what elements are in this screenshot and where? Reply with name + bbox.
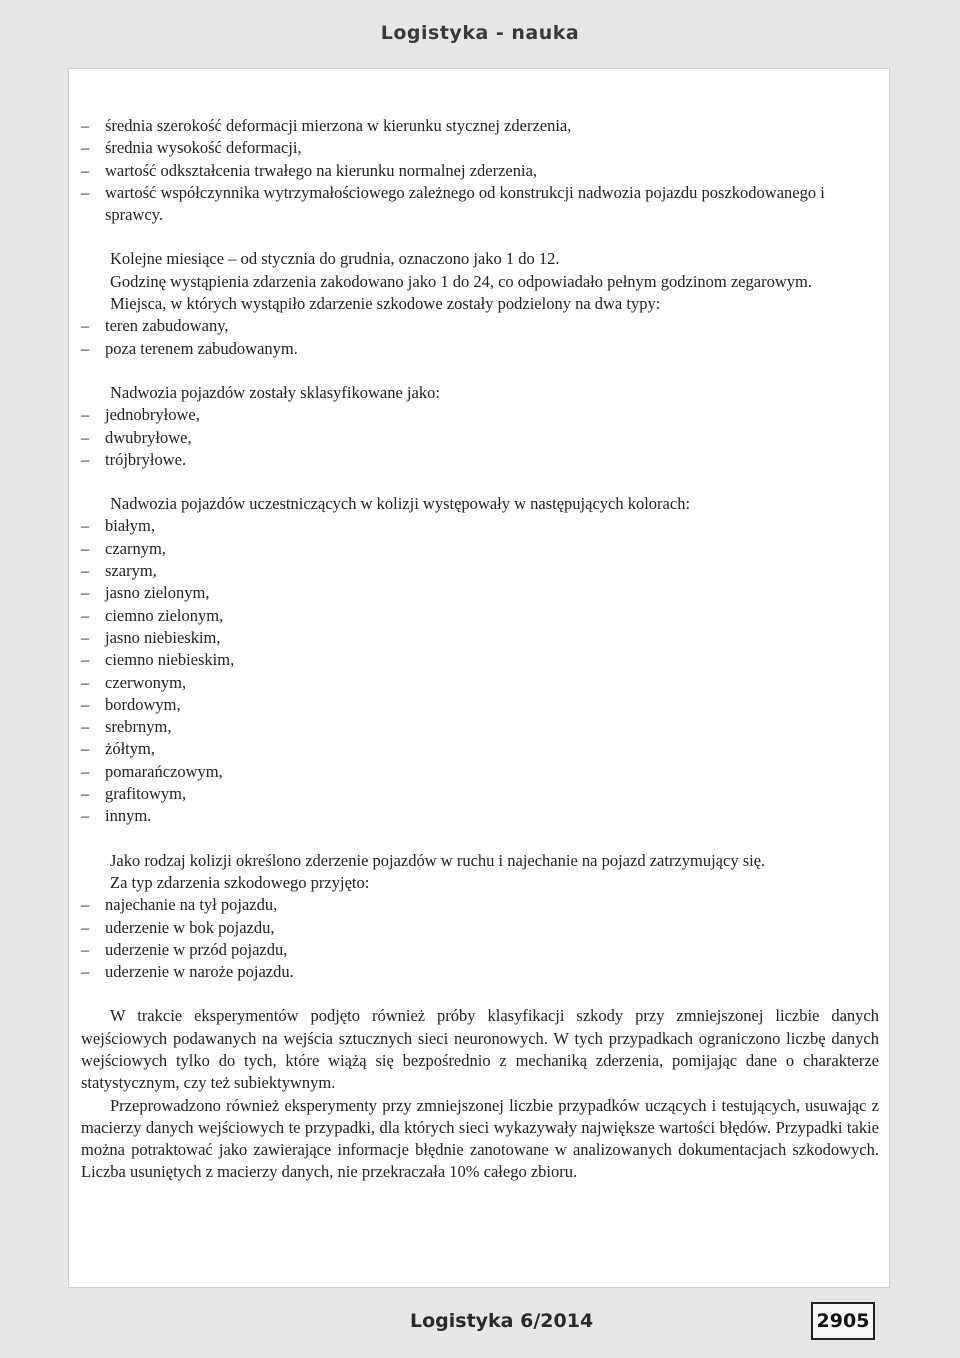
list-item: – wartość współczynnika wytrzymałościowego zależnego od konstrukcji nadwozia pojazdu poszkodowanego i sprawcy. [81,182,879,227]
spacer [81,360,879,382]
list-item: – średnia wysokość deformacji, [81,137,879,159]
paragraph-collision: Jako rodzaj kolizji określono zderzenie pojazdów w ruchu i najechanie na pojazd zatrzymujący się. [110,850,766,870]
list-item: – czerwonym, [81,672,879,694]
list-item: – teren zabudowany, [81,315,879,337]
list-item: – pomarańczowym, [81,761,879,783]
list-item: – uderzenie w naroże pojazdu. [81,961,879,983]
list-item: – średnia szerokość deformacji mierzona w kierunku stycznej zderzenia, [81,115,879,137]
list-item: – najechanie na tył pojazdu, [81,894,879,916]
places-list [81,315,879,360]
list-item: – grafitowym, [81,783,879,805]
paragraph-months: Kolejne miesiące – od stycznia do grudnia, oznaczono jako 1 do 12. [110,249,560,269]
list-item: – ciemno zielonym, [81,605,879,627]
list-item: – uderzenie w przód pojazdu, [81,939,879,961]
event-type-list [81,894,879,983]
running-header: Logistyka - nauka [380,22,580,44]
paragraph-colors: Nadwozia pojazdów uczestniczących w kolizji występowały w następujących kolorach: [110,494,691,514]
list-item: – jasno zielonym, [81,582,879,604]
bodies-list [81,404,879,471]
paragraph-experiments: W trakcie eksperymentów podjęto również próby klasyfikacji szkody przy zmniejszonej liczbie danych wejściowych podawanych na wejścia sztucznych sieci neuronowych. W tych przypadkach ograniczono liczbę danych wejściowych tylko do tych, które wiążą się bezpośrednio z mechaniką zderzenia, pomijając dane o charakterze statystycznym, czy też subiektywnym. [81,1006,879,1093]
list-item: – jednobryłowe, [81,404,879,426]
page-content [81,115,879,1184]
footer-journal-title: Logistyka 6/2014 [410,1310,594,1332]
page-number: 2905 [811,1302,875,1340]
paragraph-conducted: Przeprowadzono również eksperymenty przy zmniejszonej liczbie przypadków uczących i testujących, usuwając z macierzy danych wejściowych te przypadki, dla których sieci wykazywały największe wartości błędów. Przypadki takie można potraktować jako zawierające informacje błędnie zanotowane w analizowanych dokumentacjach szkodowych. Liczba usuniętych z macierzy danych, nie przekraczała 10% całego zbioru. [81,1095,879,1182]
page-sheet [68,68,890,1288]
list-item: – poza terenem zabudowanym. [81,338,879,360]
list-item: – jasno niebieskim, [81,627,879,649]
paragraph-hour: Godzinę wystąpienia zdarzenia zakodowano jako 1 do 24, co odpowiadało pełnym godzinom zegarowym. [110,271,812,291]
paragraph-event-type: Za typ zdarzenia szkodowego przyjęto: [110,872,370,892]
paragraph-bodies: Nadwozia pojazdów zostały sklasyfikowane jako: [110,382,440,402]
spacer [81,828,879,850]
list-item: – trójbryłowe. [81,449,879,471]
spacer [81,471,879,493]
deformation-list [81,115,879,226]
list-item: – srebrnym, [81,716,879,738]
list-item: – wartość odkształcenia trwałego na kierunku normalnej zderzenia, [81,160,879,182]
list-item: – ciemno niebieskim, [81,649,879,671]
spacer [81,983,879,1005]
colors-list [81,515,879,827]
list-item: – dwubryłowe, [81,427,879,449]
list-item: – żółtym, [81,738,879,760]
list-item: – bordowym, [81,694,879,716]
spacer [81,226,879,248]
list-item: – uderzenie w bok pojazdu, [81,917,879,939]
list-item: – białym, [81,515,879,537]
list-item: – innym. [81,805,879,827]
list-item: – czarnym, [81,538,879,560]
paragraph-places: Miejsca, w których wystąpiło zdarzenie szkodowe zostały podzielony na dwa typy: [110,294,661,314]
list-item: – szarym, [81,560,879,582]
